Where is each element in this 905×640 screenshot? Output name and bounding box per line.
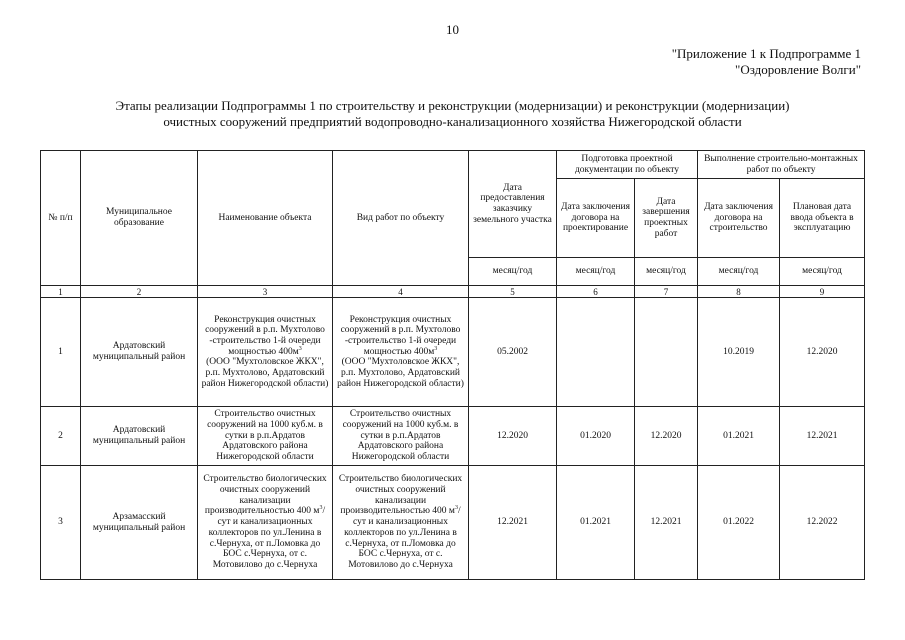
cell-work-type-main: Строительство биологических очистных сооружений канализации производительностью 400 м xyxy=(338,474,463,517)
document-title-line-2: очистных сооружений предприятий водопроводно-канализационного хозяйства Нижегородской области xyxy=(163,114,742,129)
column-number: 5 xyxy=(469,286,557,298)
cell-object-name-tail: (ООО "Мухтоловское ЖКХ", р.п. Мухтолово, Ардатовский район Нижегородской области) xyxy=(201,357,329,389)
cell-design-complete xyxy=(635,298,698,407)
unit-col-8: месяц/год xyxy=(698,258,780,286)
header-municipality: Муниципальное образование xyxy=(81,151,198,286)
cell-design-complete: 12.2020 xyxy=(635,407,698,466)
cell-num: 1 xyxy=(41,298,81,407)
appendix-line-1: "Приложение 1 к Подпрограмме 1 xyxy=(671,46,861,61)
cell-design-contract: 01.2021 xyxy=(557,466,635,580)
cell-object-name-main: Строительство биологических очистных сооружений канализации производительностью 400 м xyxy=(203,474,327,517)
header-construction-group: Выполнение строительно-монтажных работ по объекту xyxy=(698,151,865,179)
table-row xyxy=(41,466,865,580)
cell-commissioning: 12.2020 xyxy=(780,298,865,407)
column-number: 8 xyxy=(698,286,780,298)
page-number: 10 xyxy=(446,22,459,37)
cell-construction-contract: 10.2019 xyxy=(698,298,780,407)
column-number: 7 xyxy=(635,286,698,298)
table-row xyxy=(41,298,865,407)
document-title xyxy=(40,98,865,130)
column-number: 4 xyxy=(333,286,469,298)
unit-col-6: месяц/год xyxy=(557,258,635,286)
cell-object-name-tail: /сут и канализационных коллекторов по ул.Ленина в с.Чернуха, от п.Ломовка до БОС с.Чернуха, от с. Мотовилово до с.Чернуха xyxy=(208,506,326,570)
cell-design-contract xyxy=(557,298,635,407)
cell-object-name xyxy=(198,298,333,407)
appendix-reference xyxy=(672,46,861,78)
header-design-contract: Дата заключения договора на проектирование xyxy=(557,179,635,258)
column-number: 3 xyxy=(198,286,333,298)
header-design-group: Подготовка проектной документации по объекту xyxy=(557,151,698,179)
cell-commissioning: 12.2021 xyxy=(780,407,865,466)
header-num: № п/п xyxy=(41,151,81,286)
cell-num: 3 xyxy=(41,466,81,580)
appendix-line-2: "Оздоровление Волги" xyxy=(735,62,861,77)
column-number: 6 xyxy=(557,286,635,298)
cell-work-type: Строительство очистных сооружений на 1000 куб.м. в сутки в р.п.Ардатов Ардатовского района Нижегородской области xyxy=(333,407,469,466)
cell-commissioning: 12.2022 xyxy=(780,466,865,580)
cell-construction-contract: 01.2021 xyxy=(698,407,780,466)
cell-work-type-tail: (ООО "Мухтоловское ЖКХ", р.п. Мухтолово, Ардатовский район Нижегородской области) xyxy=(337,357,464,389)
cell-land-date: 05.2002 xyxy=(469,298,557,407)
cell-land-date: 12.2020 xyxy=(469,407,557,466)
cell-object-name-superscript: 3 xyxy=(298,345,302,352)
header-land-date: Дата предоставления заказчику земельного участка xyxy=(469,151,557,258)
cell-municipality: Ардатовский муниципальный район xyxy=(81,298,198,407)
header-design-complete: Дата завершения проектных работ xyxy=(635,179,698,258)
unit-col-9: месяц/год xyxy=(780,258,865,286)
header-row-group xyxy=(41,151,865,179)
document-title-line-1: Этапы реализации Подпрограммы 1 по строительству и реконструкции (модернизации) и реконструкции (модернизации) xyxy=(115,98,790,113)
cell-num: 2 xyxy=(41,407,81,466)
cell-work-type-superscript: 3 xyxy=(454,505,458,512)
cell-object-name xyxy=(198,466,333,580)
header-commissioning: Плановая дата ввода объекта в эксплуатацию xyxy=(780,179,865,258)
cell-object-name-main: Реконструкция очистных сооружений в р.п. Мухтолово -строительство 1-й очереди мощностью 400м xyxy=(205,314,325,357)
unit-col-7: месяц/год xyxy=(635,258,698,286)
cell-work-type xyxy=(333,466,469,580)
column-number: 2 xyxy=(81,286,198,298)
cell-construction-contract: 01.2022 xyxy=(698,466,780,580)
cell-object-name-superscript: 3 xyxy=(319,505,323,512)
cell-land-date: 12.2021 xyxy=(469,466,557,580)
cell-work-type-main: Реконструкция очистных сооружений в р.п. Мухтолово -строительство 1-й очереди мощностью 400м xyxy=(340,314,461,357)
stages-table xyxy=(40,150,865,580)
cell-object-name: Строительство очистных сооружений на 1000 куб.м. в сутки в р.п.Ардатов Ардатовского района Нижегородской области xyxy=(198,407,333,466)
cell-work-type xyxy=(333,298,469,407)
cell-municipality: Ардатовский муниципальный район xyxy=(81,407,198,466)
column-number-row xyxy=(41,286,865,298)
table-row xyxy=(41,407,865,466)
cell-work-type-superscript: 3 xyxy=(434,345,438,352)
cell-design-contract: 01.2020 xyxy=(557,407,635,466)
cell-design-complete: 12.2021 xyxy=(635,466,698,580)
header-object-name: Наименование объекта xyxy=(198,151,333,286)
column-number: 9 xyxy=(780,286,865,298)
column-number: 1 xyxy=(41,286,81,298)
unit-col-5: месяц/год xyxy=(469,258,557,286)
cell-municipality: Арзамасский муниципальный район xyxy=(81,466,198,580)
header-work-type: Вид работ по объекту xyxy=(333,151,469,286)
cell-work-type-tail: /сут и канализационных коллекторов по ул.Ленина в с.Чернуха, от п.Ломовка до БОС с.Чернуха, от с. Мотовилово до с.Чернуха xyxy=(344,506,461,570)
header-construction-contract: Дата заключения договора на строительство xyxy=(698,179,780,258)
